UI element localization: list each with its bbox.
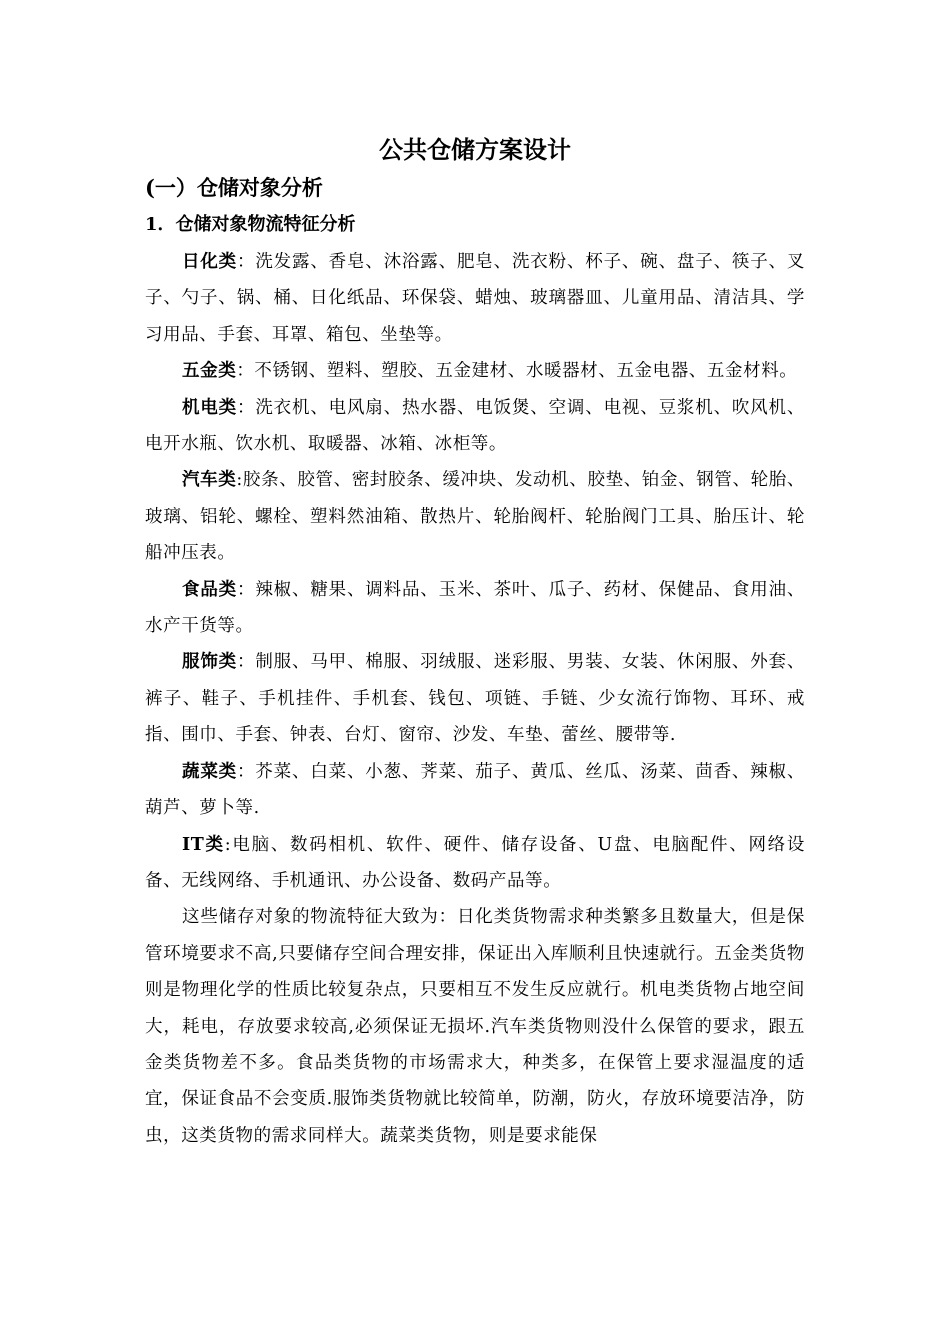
category-label: 服饰类 — [182, 652, 237, 673]
summary-paragraph: 这些储存对象的物流特征大致为：日化类货物需求种类繁多且数量大，但是保管环境要求不高,只要储存空间合理安排，保证出入库顺利且快速就行。五金类货物则是物理化学的性质比较复杂点，只要相互不发生反应就行。机电类货物占地空间大，耗电，存放要求较高,必须保证无损坏.汽车类货物则没什么保管的要求，跟五金类货物差不多。食品类货物的市场需求大，种类多，在保管上要求湿温度的适宜，保证食品不会变质.服饰类货物就比较简单，防潮，防火，存放环境要洁净，防虫，这类货物的需求同样大。蔬菜类货物，则是要求能保 — [145, 907, 805, 1146]
category-label: IT类 — [182, 834, 225, 855]
category-paragraph-electromechanical — [145, 390, 805, 463]
category-paragraph-it — [145, 827, 805, 900]
document-title: 公共仓储方案设计 — [379, 135, 571, 164]
category-text: :胶条、胶管、密封胶条、缓冲块、发动机、胶垫、铂金、钢管、轮胎、玻璃、铝轮、螺栓、塑料然油箱、散热片、轮胎阀杆、轮胎阀门工具、胎压计、轮船冲压表。 — [145, 470, 805, 564]
category-label: 汽车类 — [182, 470, 237, 491]
category-text: ：芥菜、白菜、小葱、荠菜、茄子、黄瓜、丝瓜、汤菜、茴香、辣椒、葫芦、萝卜等. — [145, 761, 805, 819]
category-text: :电脑、数码相机、软件、硬件、储存设备、U盘、电脑配件、网络设备、无线网络、手机通讯、办公设备、数码产品等。 — [145, 834, 805, 891]
category-label: 五金类 — [182, 361, 237, 382]
category-paragraph-vegetables — [145, 754, 805, 827]
category-paragraph-daily-chemicals — [145, 244, 805, 353]
category-paragraph-automotive — [145, 462, 805, 571]
section-heading: (一）仓储对象分析 — [145, 175, 323, 200]
category-text: ：辣椒、糖果、调料品、玉米、茶叶、瓜子、药材、保健品、食用油、水产干货等。 — [145, 579, 805, 637]
category-paragraph-apparel — [145, 644, 805, 753]
subsection-heading: 1．仓储对象物流特征分析 — [145, 214, 356, 235]
category-text: ：洗发露、香皂、沐浴露、肥皂、洗衣粉、杯子、碗、盘子、筷子、叉子、勺子、锅、桶、日化纸品、环保袋、蜡烛、玻璃器皿、儿童用品、清洁具、学习用品、手套、耳罩、箱包、坐垫等。 — [145, 252, 805, 345]
category-text: ：制服、马甲、棉服、羽绒服、迷彩服、男装、女装、休闲服、外套、裤子、鞋子、手机挂件、手机套、钱包、项链、手链、少女流行饰物、耳环、戒指、围巾、手套、钟表、台灯、窗帘、沙发、车垫、蕾丝、腰带等. — [145, 652, 805, 746]
category-text: ：洗衣机、电风扇、热水器、电饭煲、空调、电视、豆浆机、吹风机、电开水瓶、饮水机、取暖器、冰箱、冰柜等。 — [145, 397, 805, 455]
category-label: 蔬菜类 — [182, 761, 237, 782]
category-paragraph-food — [145, 572, 805, 645]
category-paragraph-hardware — [145, 353, 805, 389]
category-label: 机电类 — [182, 397, 237, 418]
document-page — [145, 130, 805, 1154]
category-text: ：不锈钢、塑料、塑胶、五金建材、水暖器材、五金电器、五金材料。 — [236, 361, 798, 382]
category-label: 食品类 — [182, 579, 237, 600]
category-label: 日化类 — [182, 252, 237, 272]
